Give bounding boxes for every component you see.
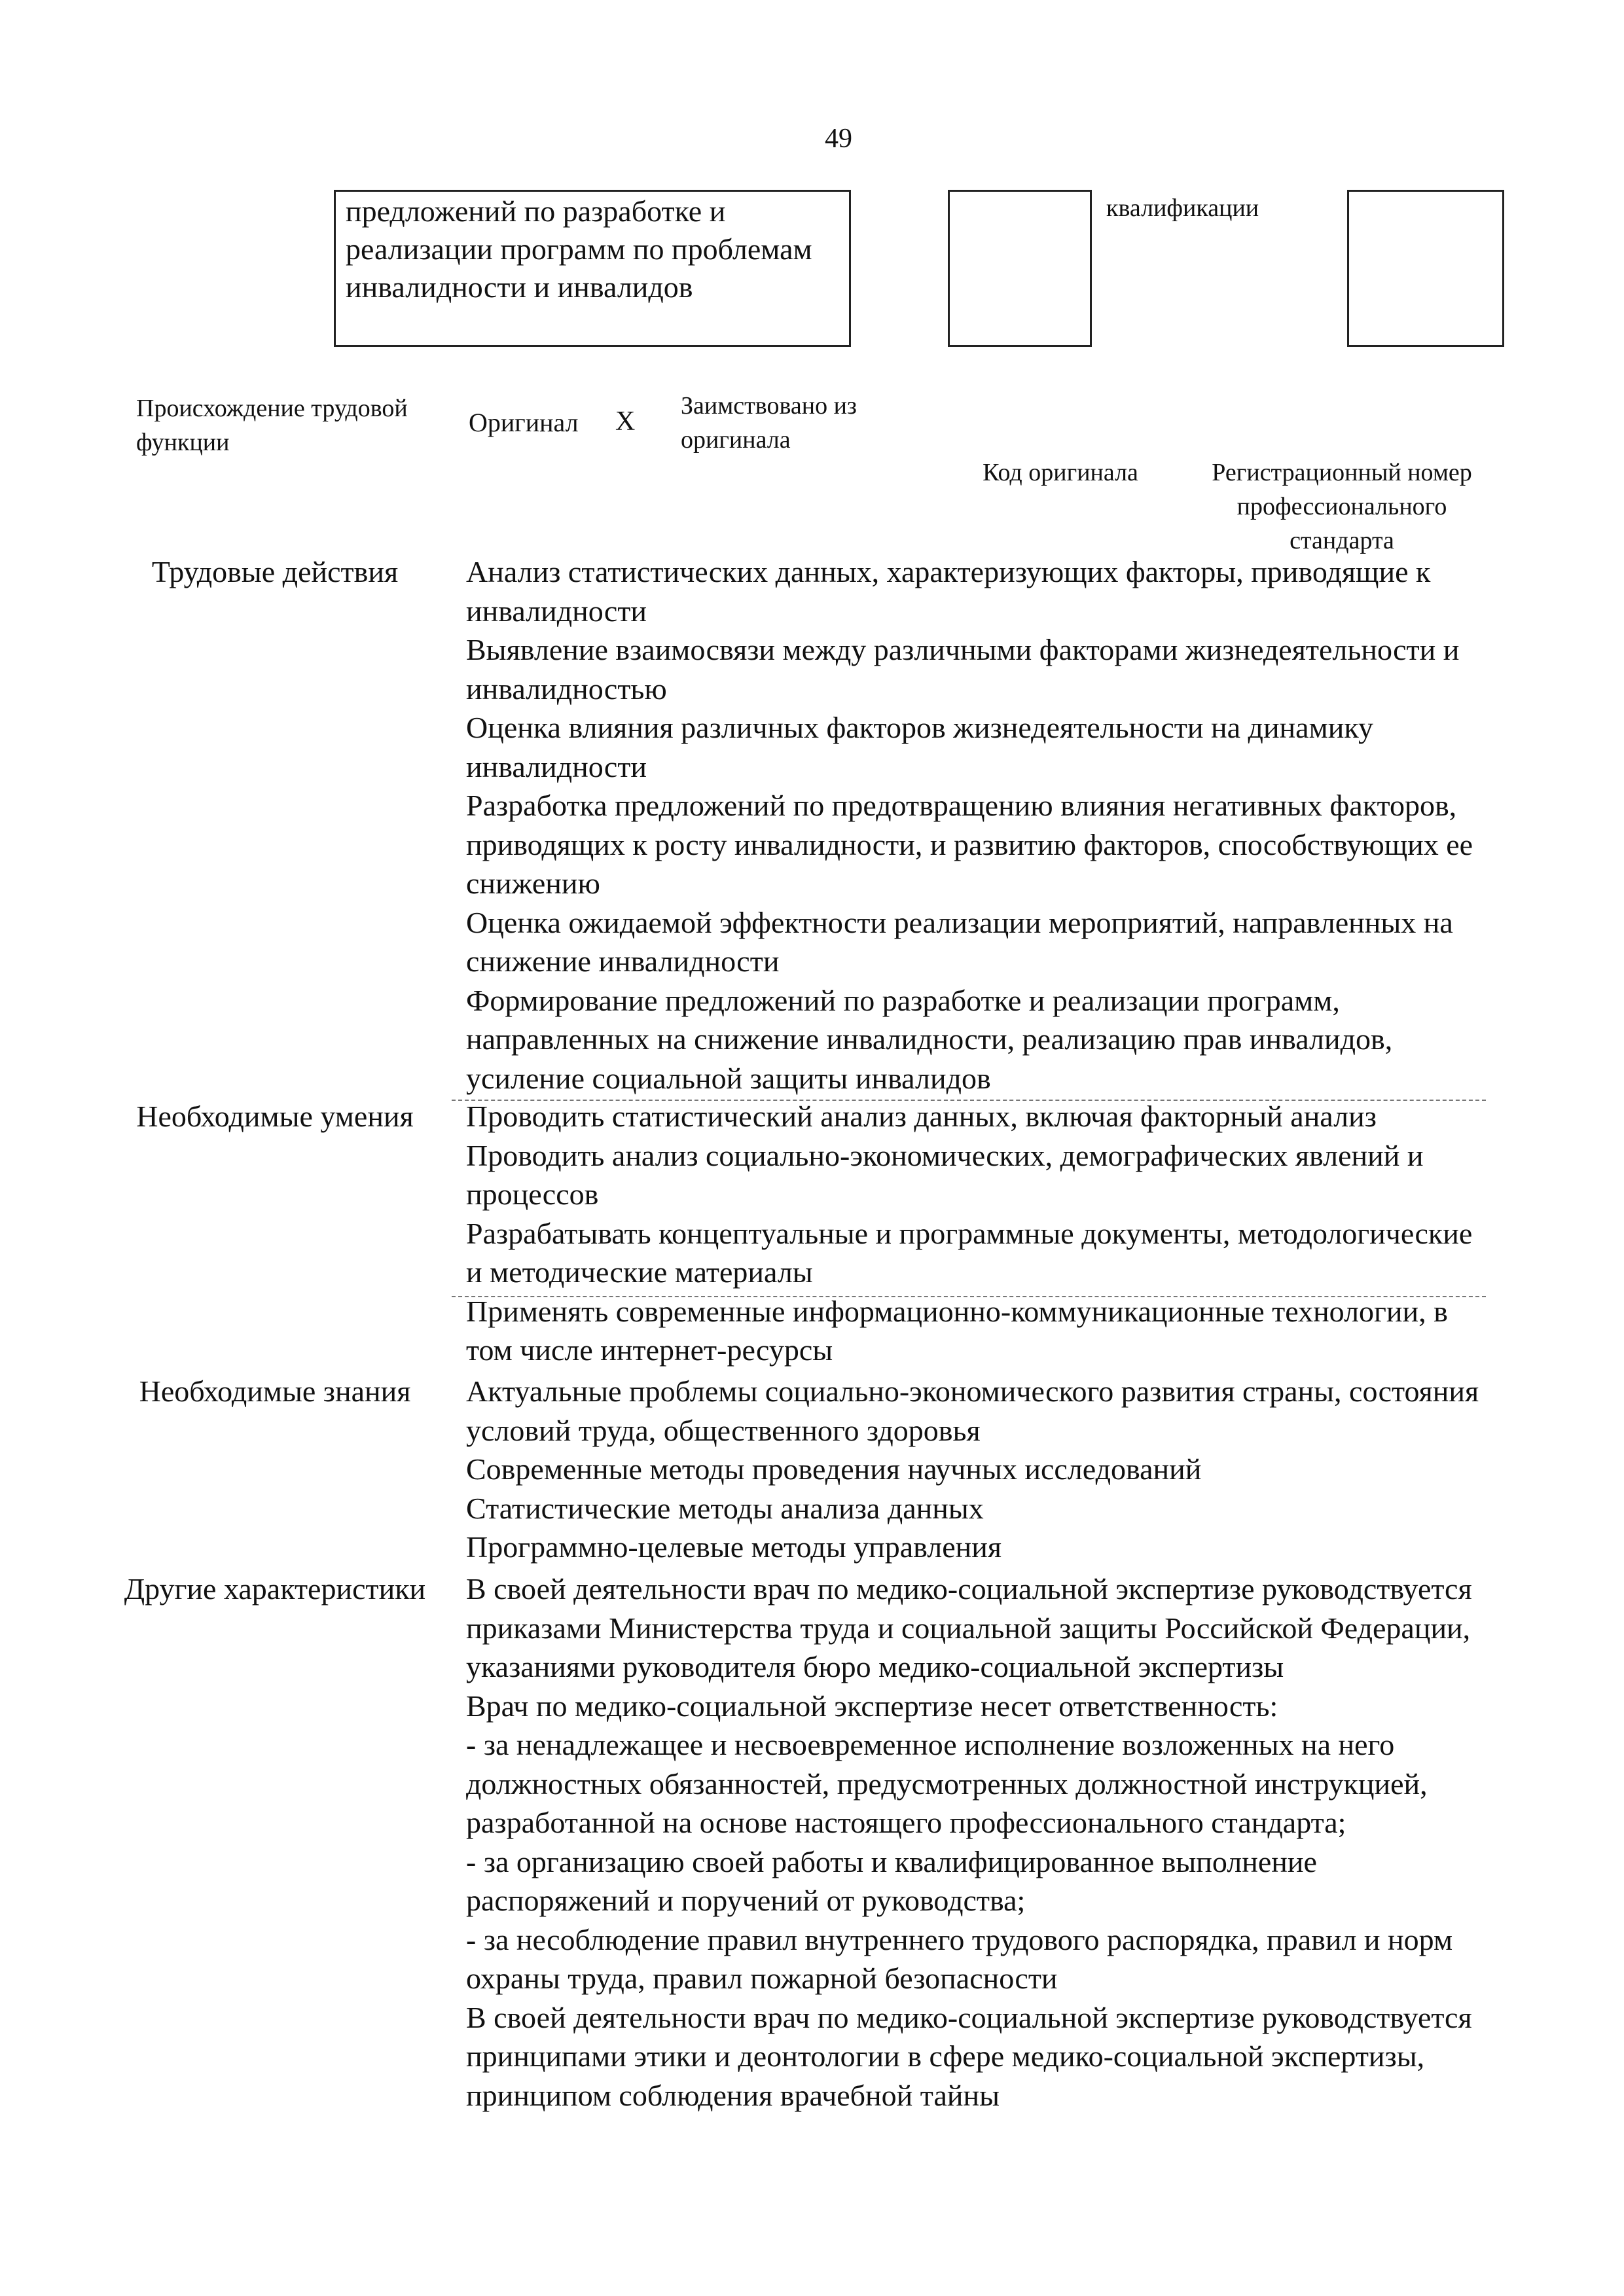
list-item: Оценка ожидаемой эффектности реализации мероприятий, направленных на снижение инвалидности (466, 905, 1453, 978)
list-item: Анализ статистических данных, характеризующих факторы, приводящие к инвалидности (466, 555, 1431, 628)
section-label: Другие характеристики (124, 1572, 426, 1605)
section-items (466, 1097, 1487, 1370)
section-items (466, 1570, 1487, 2115)
list-item: Разрабатывать концептуальные и программные документы, методологические и методические материалы (466, 1216, 1473, 1289)
section-divider (452, 1296, 1486, 1297)
list-item: Врач по медико-социальной экспертизе несет ответственность: (466, 1689, 1278, 1723)
list-item: Проводить анализ социально-экономических, демографических явлений и процессов (466, 1138, 1424, 1211)
list-item: Разработка предложений по предотвращению влияния негативных факторов, приводящих к росту инвалидности, и развитию факторов, способствующих ее снижению (466, 789, 1473, 900)
list-item: - за ненадлежащее и несвоевременное исполнение возложенных на него должностных обязанностей, предусмотренных должностной инструкцией, разработанной на основе настоящего профессионального стандарта; (466, 1728, 1428, 1839)
list-item: Программно-целевые методы управления (466, 1530, 1002, 1564)
code-original-label: Код оригинала (983, 459, 1138, 486)
qualification-label: квалификации (1106, 194, 1259, 222)
list-item: Проводить статистический анализ данных, включая факторный анализ (466, 1100, 1377, 1133)
section-items (466, 552, 1487, 1098)
list-item: В своей деятельности врач по медико-социальной экспертизе руководствуется принципами этики и деонтологии в сфере медико-социальной экспертизы, принципом соблюдения врачебной тайны (466, 2000, 1472, 2112)
list-item: Оценка влияния различных факторов жизнедеятельности на динамику инвалидности (466, 711, 1374, 783)
page-number: 49 (825, 124, 852, 154)
list-item: Современные методы проведения научных исследований (466, 1452, 1202, 1486)
list-item: В своей деятельности врач по медико-социальной экспертизе руководствуется приказами Министерства труда и социальной защиты Российской Федерации, указаниями руководителя бюро медико-социальной экспертизы (466, 1572, 1472, 1683)
borrowed-label: Заимствовано из оригинала (681, 392, 857, 454)
section-items (466, 1372, 1487, 1567)
list-item: - за организацию своей работы и квалифицированное выполнение распоряжений и поручений от руководства; (466, 1844, 1317, 1917)
reg-number-label: Регистрационный номер профессионального стандарта (1212, 459, 1472, 554)
list-item: Применять современные информационно-коммуникационные технологии, в том числе интернет-ресурсы (466, 1294, 1448, 1367)
list-item: - за несоблюдение правил внутреннего трудового распорядка, правил и норм охраны труда, правил пожарной безопасности (466, 1922, 1453, 1995)
list-item: Актуальные проблемы социально-экономического развития страны, состояния условий труда, общественного здоровья (466, 1374, 1479, 1447)
list-item: Статистические методы анализа данных (466, 1491, 984, 1525)
section-label: Трудовые действия (151, 555, 399, 588)
origin-label: Происхождение трудовой функции (136, 395, 408, 456)
level-box (948, 190, 1092, 347)
list-item: Формирование предложений по разработке и реализации программ, направленных на снижение инвалидности, реализацию прав инвалидов, усиление социальной защиты инвалидов (466, 983, 1393, 1095)
original-mark: X (615, 406, 636, 437)
function-name-text: предложений по разработке и реализации программ по проблемам инвалидности и инвалидов (346, 194, 812, 304)
qualification-box (1347, 190, 1504, 347)
list-item: Выявление взаимосвязи между различными факторами жизнедеятельности и инвалидностью (466, 633, 1460, 706)
section-label: Необходимые умения (136, 1100, 414, 1133)
section-label: Необходимые знания (139, 1374, 411, 1408)
original-label: Оригинал (469, 408, 579, 437)
